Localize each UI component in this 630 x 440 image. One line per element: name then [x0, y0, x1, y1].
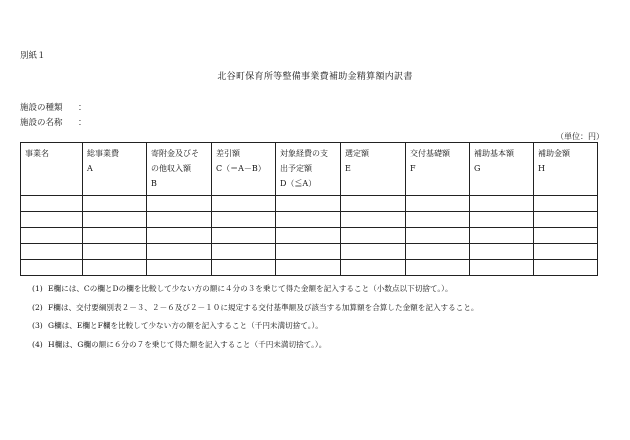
table-cell[interactable] [21, 244, 83, 260]
column-header-line: 対象経費の支 [280, 149, 328, 158]
column-header-line: 選定額 [345, 149, 369, 158]
table-cell[interactable] [406, 228, 470, 244]
column-header [212, 143, 276, 196]
table-cell[interactable] [21, 228, 83, 244]
note-number: (3) [32, 321, 43, 330]
table-cell[interactable] [21, 212, 83, 228]
table-cell[interactable] [212, 260, 276, 276]
table-cell[interactable] [83, 244, 147, 260]
table-cell[interactable] [21, 260, 83, 276]
document-title: 北谷町保育所等整備事業費補助金精算額内訳書 [217, 72, 413, 82]
table-cell[interactable] [534, 228, 598, 244]
note-item [32, 336, 617, 355]
column-header [147, 143, 212, 196]
column-header-line: 補助金額 [538, 149, 570, 158]
table-cell[interactable] [406, 196, 470, 212]
attachment-label: 別紙１ [20, 51, 46, 61]
table-row [21, 228, 598, 244]
table-row [21, 260, 598, 276]
facility-name-colon: ： [78, 118, 87, 128]
table-cell[interactable] [406, 212, 470, 228]
table-cell[interactable] [212, 228, 276, 244]
note-text: E欄には、Cの欄とDの欄を比較して少ない方の額に４分の３を乗じて得た金額を記入すること（小数点以下切捨て。）。 [48, 284, 453, 293]
table-cell[interactable] [83, 260, 147, 276]
table-cell[interactable] [470, 260, 534, 276]
column-header-line: の他収入額 [151, 164, 191, 173]
column-header [341, 143, 406, 196]
table-row [21, 212, 598, 228]
facility-name-label: 施設の名称 [20, 118, 63, 128]
column-header-line: 補助基本額 [474, 149, 514, 158]
table-cell[interactable] [341, 196, 406, 212]
note-text: F欄は、交付要綱別表２－３、２－６及び２－１０に規定する交付基準額及び該当する加算額を合算した金額を記入すること。 [48, 302, 479, 312]
table-cell[interactable] [341, 260, 406, 276]
notes-list [32, 280, 617, 354]
column-header-line: F [410, 164, 416, 173]
table-cell[interactable] [470, 228, 534, 244]
table-header-row [21, 143, 598, 196]
table-cell[interactable] [341, 212, 406, 228]
column-header-line: D（≦A） [280, 179, 317, 188]
table-body [21, 196, 598, 276]
table-cell[interactable] [21, 196, 83, 212]
note-item [32, 280, 617, 299]
column-header-line: G [474, 164, 481, 173]
table-cell[interactable] [276, 196, 341, 212]
column-header-line: C（＝A－B） [216, 164, 266, 173]
column-header-line: B [151, 179, 157, 188]
table-cell[interactable] [147, 260, 212, 276]
table-cell[interactable] [212, 212, 276, 228]
column-header-line: E [345, 164, 351, 173]
table-cell[interactable] [147, 196, 212, 212]
table-cell[interactable] [534, 212, 598, 228]
column-header-line: 差引額 [216, 149, 240, 158]
table-cell[interactable] [276, 212, 341, 228]
column-header-line: H [538, 164, 545, 173]
column-header [83, 143, 147, 196]
table-cell[interactable] [83, 228, 147, 244]
table-cell[interactable] [147, 212, 212, 228]
table-cell[interactable] [534, 196, 598, 212]
table-cell[interactable] [212, 244, 276, 260]
table-cell[interactable] [147, 244, 212, 260]
note-number: (2) [32, 302, 43, 312]
table-cell[interactable] [341, 228, 406, 244]
column-header-line: 交付基礎額 [410, 149, 450, 158]
note-number: (1) [32, 284, 43, 293]
table-cell[interactable] [406, 244, 470, 260]
table-cell[interactable] [406, 260, 470, 276]
table-cell[interactable] [470, 196, 534, 212]
note-number: (4) [32, 339, 43, 349]
note-text: G欄は、E欄とF欄を比較して少ない方の額を記入すること（千円未満切捨て。）。 [48, 321, 323, 330]
note-item [32, 317, 617, 336]
table-cell[interactable] [276, 228, 341, 244]
column-header-line: 総事業費 [87, 149, 119, 158]
column-header [406, 143, 470, 196]
table-cell[interactable] [212, 196, 276, 212]
table-cell[interactable] [276, 244, 341, 260]
table-row [21, 244, 598, 260]
column-header-line: 寄附金及びそ [151, 149, 199, 158]
table-row [21, 196, 598, 212]
table-cell[interactable] [341, 244, 406, 260]
breakdown-table [20, 142, 598, 276]
column-header-line: 出予定額 [280, 164, 312, 173]
note-item [32, 299, 617, 318]
unit-label: （単位：円） [556, 132, 604, 141]
facility-type-label: 施設の種類 [20, 103, 63, 113]
note-text: H欄は、G欄の額に６分の７を乗じて得た額を記入すること（千円未満切捨て。）。 [48, 339, 327, 349]
column-header-line: A [87, 164, 93, 173]
facility-name-field [20, 116, 87, 128]
column-header [21, 143, 83, 196]
column-header [470, 143, 534, 196]
table-cell[interactable] [83, 212, 147, 228]
table-cell[interactable] [276, 260, 341, 276]
column-header [276, 143, 341, 196]
column-header [534, 143, 598, 196]
table-cell[interactable] [534, 244, 598, 260]
column-header-line: 事業名 [25, 149, 49, 158]
facility-type-colon: ： [78, 103, 87, 113]
table-cell[interactable] [470, 244, 534, 260]
table-cell[interactable] [83, 196, 147, 212]
facility-type-field [20, 101, 87, 113]
table-cell[interactable] [534, 260, 598, 276]
table-cell[interactable] [147, 228, 212, 244]
table-cell[interactable] [470, 212, 534, 228]
